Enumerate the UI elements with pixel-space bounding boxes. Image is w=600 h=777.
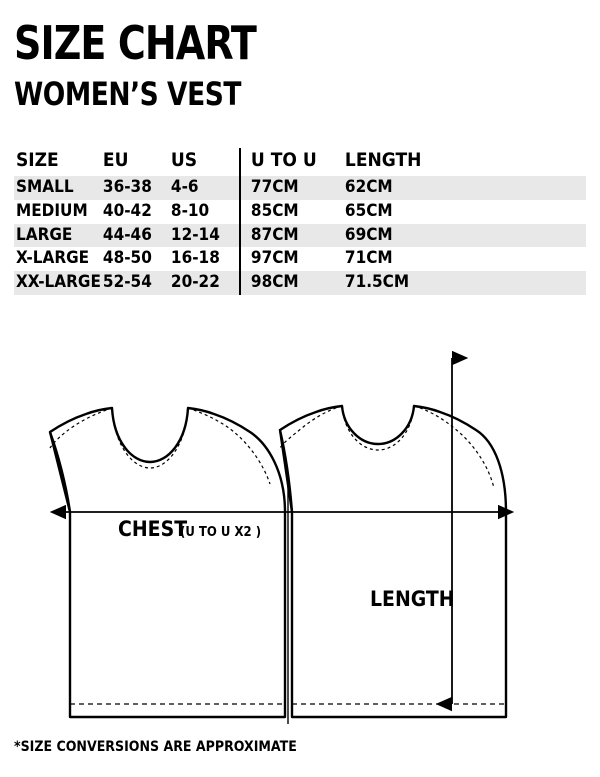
cell-length: 65CM [344,200,393,221]
cell-length: 71CM [344,248,393,269]
cell-size: X-LARGE [16,248,90,269]
cell-eu: 40-42 [102,200,152,221]
column-header-size: SIZE [16,149,59,171]
cell-eu: 52-54 [101,271,169,295]
table-row [14,271,586,295]
cell-size: XX-LARGE [14,271,101,295]
chest-sublabel: (U TO U X2 ) [180,525,262,540]
cell-us: 12-14 [169,224,240,248]
cell-length: 62CM [337,176,586,200]
length-label: LENGTH [370,587,455,611]
cell-us: 4-6 [169,176,240,200]
cell-us: 8-10 [170,200,210,221]
table-row [14,247,586,271]
cell-utou: 98CM [240,271,337,295]
cell-utou: 85CM [240,200,337,224]
chest-label: CHEST [118,517,188,541]
cell-eu: 36-38 [101,176,169,200]
vest-front-outline [50,408,285,717]
column-header-length: LENGTH [344,149,422,171]
table-row [14,200,586,224]
table-header-row [14,148,586,176]
page-subtitle: WOMEN’S VEST [14,75,241,113]
column-header-utou: U TO U [240,148,337,176]
cell-us: 20-22 [169,271,240,295]
table-row [14,176,586,200]
cell-length: 69CM [337,224,586,248]
cell-utou: 87CM [240,224,337,248]
footnote: *SIZE CONVERSIONS ARE APPROXIMATE [14,739,297,755]
table-row [14,224,586,248]
column-header-us: US [170,149,198,171]
cell-utou: 77CM [240,176,337,200]
cell-eu: 44-46 [101,224,169,248]
cell-size: LARGE [14,224,101,248]
vest-back-outline [280,406,506,717]
cell-utou: 97CM [240,247,337,271]
page-title: SIZE CHART [14,16,256,70]
vest-diagram [0,332,600,732]
cell-length: 71.5CM [337,271,586,295]
size-table [14,148,586,295]
size-chart-page [0,16,600,777]
size-table-wrap [14,148,586,295]
cell-eu: 48-50 [102,248,152,269]
column-header-eu: EU [102,149,129,171]
cell-us: 16-18 [170,248,220,269]
cell-size: SMALL [14,176,101,200]
cell-size: MEDIUM [16,200,88,221]
